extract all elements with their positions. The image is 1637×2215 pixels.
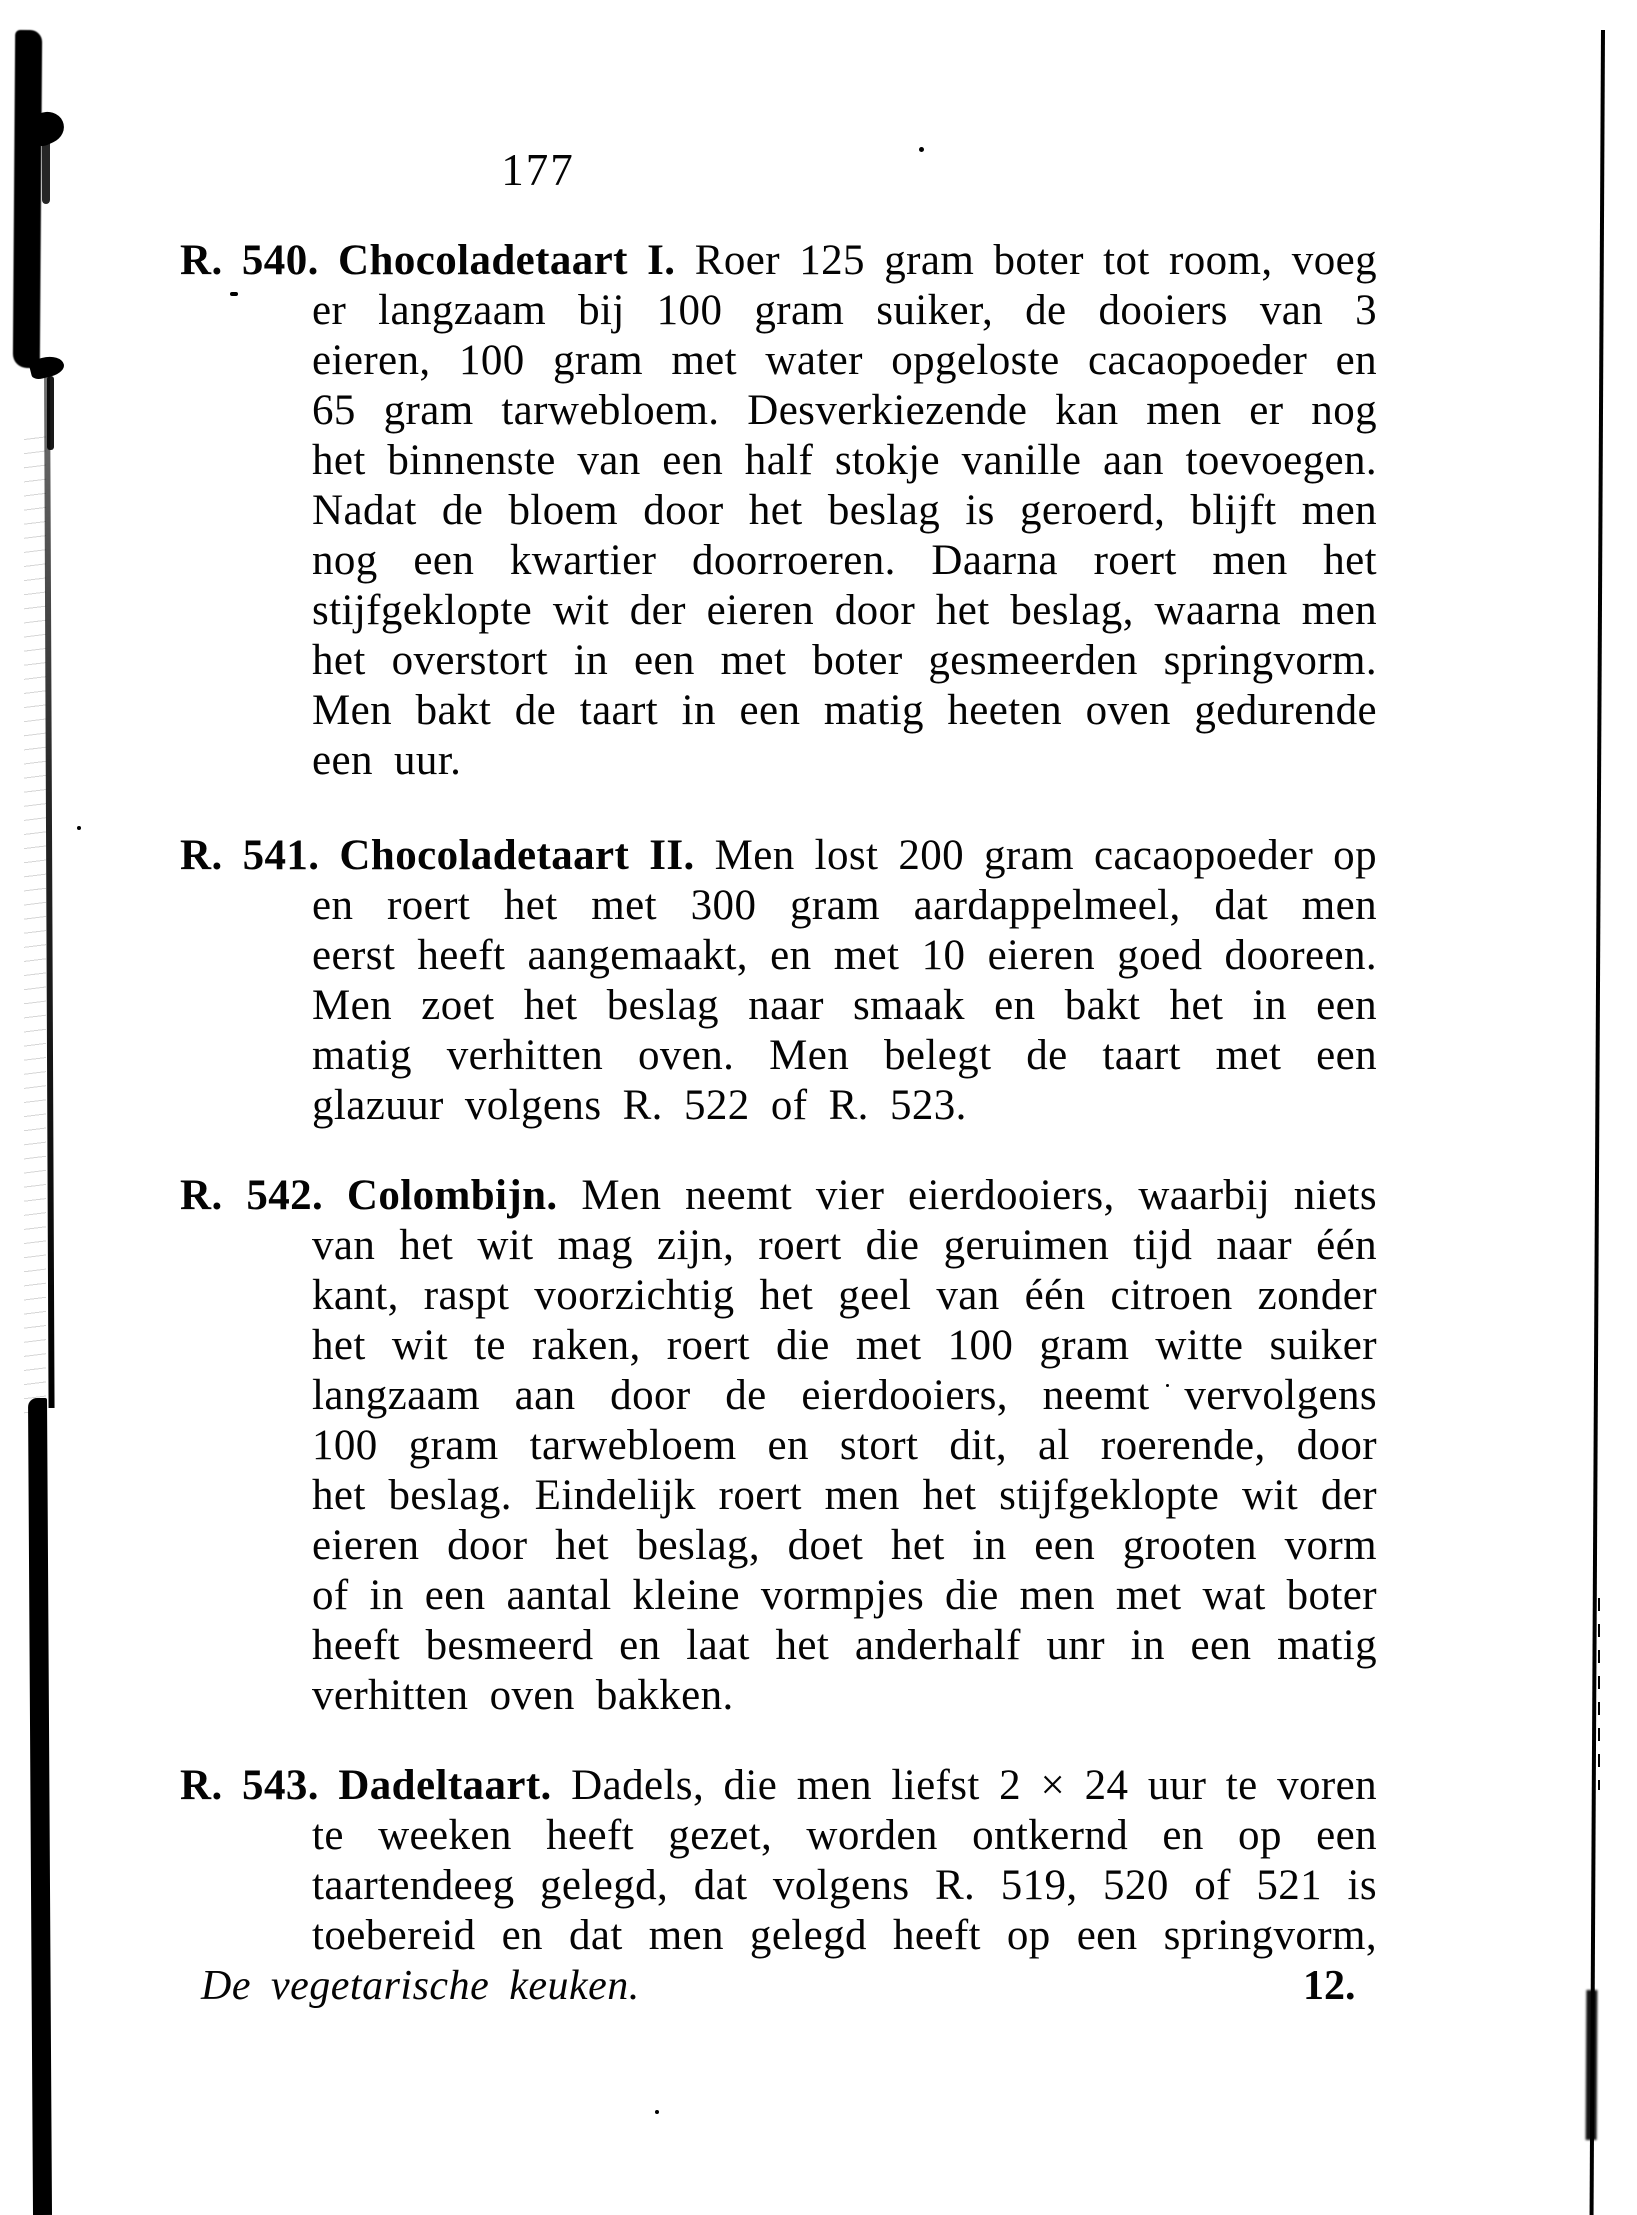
scan-speck [655,2110,659,2114]
recipe-title: Chocoladetaart II. [339,832,695,879]
recipe-540 [180,236,1377,786]
recipe-line [180,831,1377,881]
recipe-line: het binnenste van een half stokje vanille aan toevoegen. [312,437,1377,484]
scan-speck [919,147,924,152]
recipe-line: langzaam aan door de eierdooiers, neemt vervolgens [312,1372,1377,1419]
recipe-title: Chocoladetaart I. [338,237,676,284]
gutter-speckle-noise [24,430,46,1420]
recipe-541 [180,831,1377,1131]
recipe-line: en roert het met 300 gram aardappelmeel, dat men [312,882,1377,929]
recipe-line [180,1761,1377,1811]
recipe-line: te weeken heeft gezet, worden ontkernd en op een [312,1812,1377,1859]
binding-smudge [42,140,50,204]
recipe-line: een uur. [312,737,462,784]
recipe-line: glazuur volgens R. 522 of R. 523. [312,1082,967,1129]
recipe-line: Men bakt de taart in een matig heeten oven gedurende [312,687,1377,734]
recipe-line: eerst heeft aangemaakt, en met 10 eieren goed dooreen. [312,932,1377,979]
recipe-line: Nadat de bloem door het beslag is geroerd, blijft men [312,487,1377,534]
recipe-label: R. 541. [180,832,320,879]
recipe-line: eieren door het beslag, doet het in een grooten vorm [312,1522,1377,1569]
recipe-line: verhitten oven bakken. [312,1672,734,1719]
recipe-title: Colombijn. [346,1172,558,1219]
recipe-line: 100 gram tarwebloem en stort dit, al roerende, door [312,1422,1377,1469]
recipe-line: matig verhitten oven. Men belegt de taart met een [312,1032,1377,1079]
footer-book-title: De vegetarische keuken. [201,1963,640,2009]
page-edge-line-secondary [1598,1598,1600,1790]
recipe-label: R. 540. [180,237,319,284]
recipe-line [180,236,1377,286]
recipe-line: het beslag. Eindelijk roert men het stijfgeklopte wit der [312,1472,1377,1519]
recipe-line: toebereid en dat men gelegd heeft op een springvorm, [312,1912,1377,1959]
recipe-line: het wit te raken, roert die met 100 gram witte suiker [312,1322,1377,1369]
recipe-line: er langzaam bij 100 gram suiker, de dooiers van 3 [312,287,1377,334]
scan-speck [77,826,81,830]
recipe-label: R. 543. [180,1762,319,1809]
recipe-title: Dadeltaart. [338,1762,552,1809]
recipe-label: R. 542. [180,1172,324,1219]
recipe-line: stijfgeklopte wit der eieren door het beslag, waarna men [312,587,1377,634]
page-edge-smudge [1586,1990,1598,2140]
page-number: 177 [501,145,575,195]
binding-shadow-top [13,30,42,368]
recipe-line: eieren, 100 gram met water opgeloste cacaopoeder en [312,337,1377,384]
recipe-line: 65 gram tarwebloem. Desverkiezende kan men er nog [312,387,1377,434]
recipe-line: kant, raspt voorzichtig het geel van één citroen zonder [312,1272,1377,1319]
recipe-line: taartendeeg gelegd, dat volgens R. 519, 520 of 521 is [312,1862,1377,1909]
footer-signature-number: 12. [1303,1963,1356,2009]
binding-shadow-bottom [28,1398,52,2215]
recipe-line-text: Men lost 200 gram cacaopoeder op [714,832,1377,879]
recipe-line: Men zoet het beslag naar smaak en bakt het in een [312,982,1377,1029]
page-edge-line [1590,30,1605,2215]
recipe-line [180,1171,1377,1221]
recipe-line: of in een aantal kleine vormpjes die men met wat boter [312,1572,1377,1619]
recipe-line-text: Roer 125 gram boter tot room, voeg [694,237,1377,284]
recipe-line-text: Dadels, die men liefst 2 × 24 uur te voren [571,1762,1377,1809]
recipe-line: nog een kwartier doorroeren. Daarna roert men het [312,537,1377,584]
recipe-line-text: Men neemt vier eierdooiers, waarbij niets [581,1172,1378,1219]
recipe-542 [180,1171,1377,1721]
recipe-line: heeft besmeerd en laat het anderhalf unr in een matig [312,1622,1377,1669]
recipe-543 [180,1761,1377,1961]
recipe-line: van het wit mag zijn, roert die geruimen tijd naar één [312,1222,1377,1269]
recipe-line: het overstort in een met boter gesmeerden springvorm. [312,637,1377,684]
